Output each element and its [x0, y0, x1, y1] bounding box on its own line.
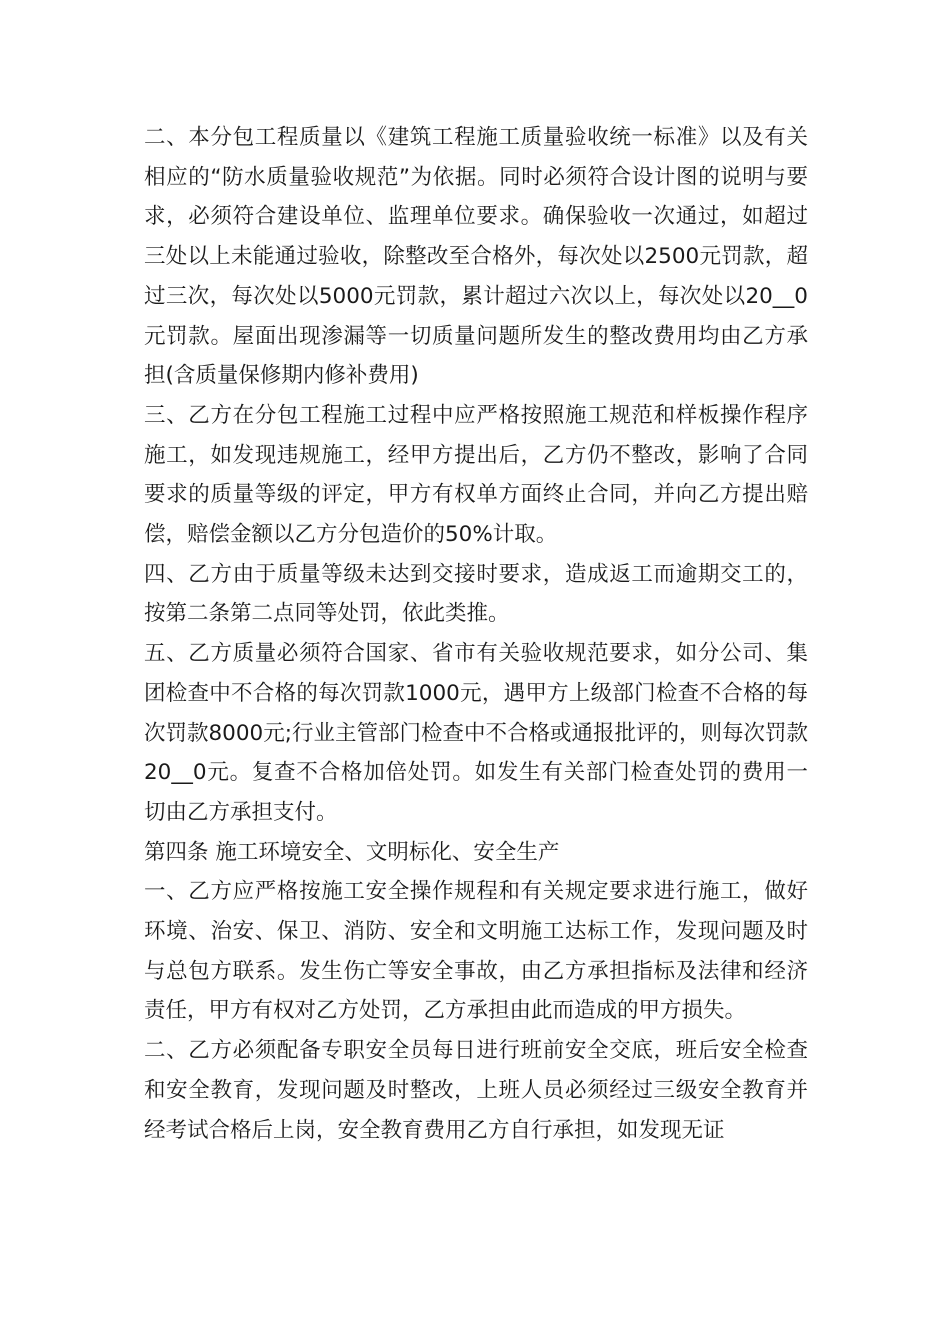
clause-2-quality-standard: 二、本分包工程质量以《建筑工程施工质量验收统一标准》以及有关相应的“防水质量验收规范”为依据。同时必须符合设计图的说明与要求，必须符合建设单位、监理单位要求。确保验收一次通过，如超过三处以上未能通过验收，除整改至合格外，每次处以2500元罚款，超过三次，每次处以5000元罚款，累计超过六次以上，每次处以20__0元罚款。屋面出现渗漏等一切质量问题所发生的整改费用均由乙方承担(含质量保修期内修补费用): [144, 125, 808, 389]
document-body: [144, 118, 808, 1150]
clause-4-rework-penalty: 四、乙方由于质量等级未达到交接时要求，造成返工而逾期交工的，按第二条第二点同等处罚，依此类推。: [144, 561, 808, 627]
article-4-clause-1-safety: 一、乙方应严格按施工安全操作规程和有关规定要求进行施工，做好环境、治安、保卫、消防、安全和文明施工达标工作，发现问题及时与总包方联系。发生伤亡等安全事故，由乙方承担指标及法律和经济责任，甲方有权对乙方处罚，乙方承担由此而造成的甲方损失。: [144, 879, 808, 1024]
article-4-clause-2-safety-officer: 二、乙方必须配备专职安全员每日进行班前安全交底，班后安全检查和安全教育，发现问题及时整改，上班人员必须经过三级安全教育并经考试合格后上岗，安全教育费用乙方自行承担，如发现无证: [144, 1038, 808, 1143]
clause-3-construction-process: 三、乙方在分包工程施工过程中应严格按照施工规范和样板操作程序施工，如发现违规施工，经甲方提出后，乙方仍不整改，影响了合同要求的质量等级的评定，甲方有权单方面终止合同，并向乙方提出赔偿，赔偿金额以乙方分包造价的50%计取。: [144, 402, 808, 548]
section-heading-article-4: 第四条 施工环境安全、文明标化、安全生产: [144, 839, 560, 865]
clause-5-inspection-penalty: 五、乙方质量必须符合国家、省市有关验收规范要求，如分公司、集团检查中不合格的每次罚款1000元，遇甲方上级部门检查不合格的每次罚款8000元;行业主管部门检查中不合格或通报批评的，则每次罚款20__0元。复查不合格加倍处罚。如发生有关部门检查处罚的费用一切由乙方承担支付。: [144, 641, 808, 825]
